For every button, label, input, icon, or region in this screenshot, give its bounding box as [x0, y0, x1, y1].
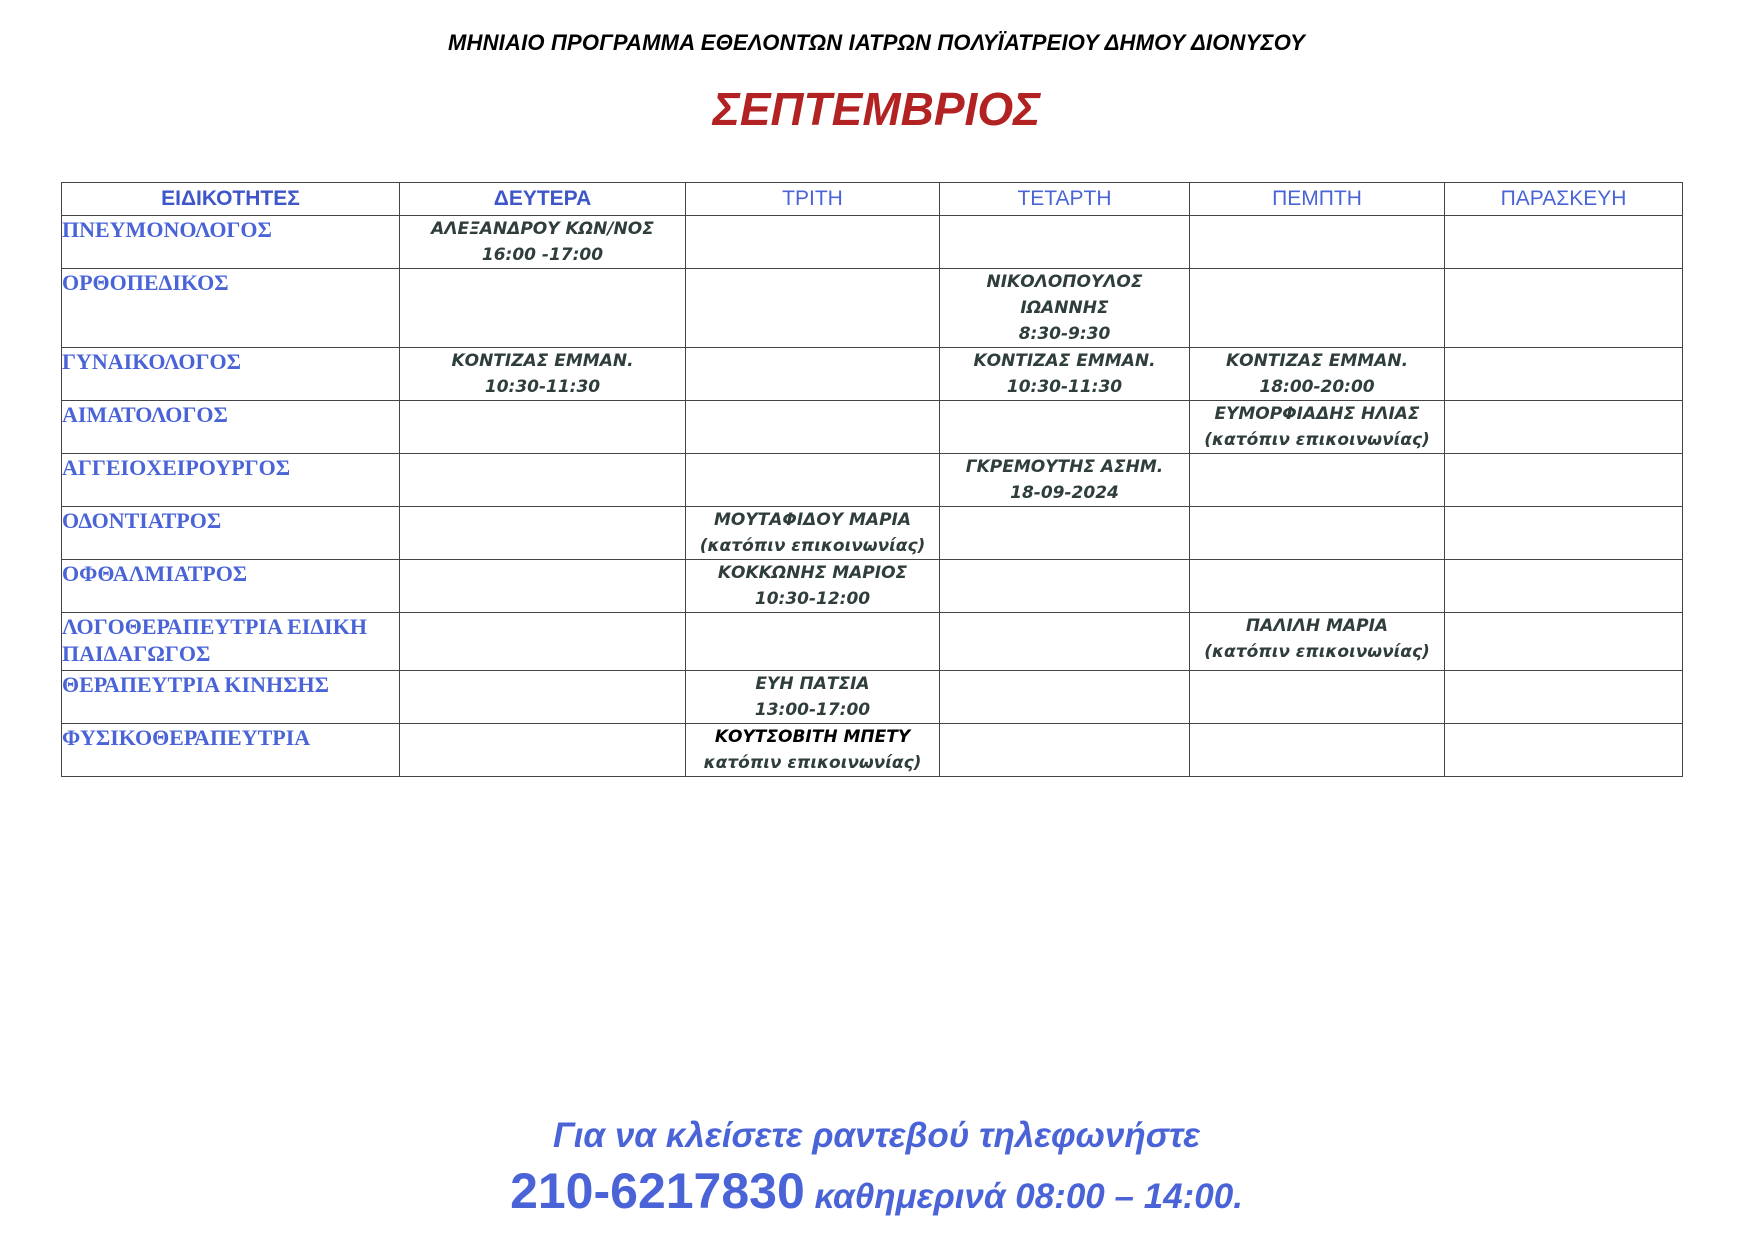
specialty-cell: ΛΟΓΟΘΕΡΑΠΕΥΤΡΙΑ ΕΙΔΙΚΗ ΠΑΙΔΑΓΩΓΟΣ [62, 613, 400, 671]
schedule-detail: 18:00-20:00 [1259, 377, 1375, 397]
schedule-cell-mon [400, 671, 686, 724]
doctor-name: ΕΥΜΟΡΦΙΑΔΗΣ ΗΛΙΑΣ [1214, 404, 1420, 424]
doctor-name: ΕΥΗ ΠΑΤΣΙΑ [755, 674, 870, 694]
schedule-detail: 16:00 -17:00 [481, 245, 604, 265]
schedule-cell-fri [1445, 671, 1683, 724]
column-header-monday: ΔΕΥΤΕΡΑ [400, 183, 686, 216]
schedule-cell-thu [1190, 269, 1445, 348]
schedule-cell-thu [1190, 216, 1445, 269]
office-hours: καθημερινά 08:00 – 14:00. [804, 1177, 1243, 1216]
doctor-name: ΚΟΝΤΙΖΑΣ ΕΜΜΑΝ. [451, 351, 634, 371]
specialty-cell: ΟΡΘΟΠΕΔΙΚΟΣ [62, 269, 400, 348]
doctor-name: ΚΟΚΚΩΝΗΣ ΜΑΡΙΟΣ [717, 563, 908, 583]
schedule-cell-fri [1445, 613, 1683, 671]
schedule-detail: ΙΩΑΝΝΗΣ [1020, 298, 1109, 318]
schedule-cell-fri [1445, 724, 1683, 777]
schedule-cell-fri [1445, 560, 1683, 613]
contact-line [0, 1162, 1753, 1220]
schedule-detail: 10:30-11:30 [1006, 377, 1123, 397]
schedule-cell-wed [940, 613, 1190, 671]
schedule-cell-wed [940, 401, 1190, 454]
schedule-cell-mon [400, 401, 686, 454]
schedule-cell-tue [686, 560, 940, 613]
schedule-cell-mon [400, 560, 686, 613]
doctor-name: ΚΟΝΤΙΖΑΣ ΕΜΜΑΝ. [1225, 351, 1409, 371]
doctor-name: ΓΚΡΕΜΟΥΤΗΣ ΑΣΗΜ. [965, 457, 1164, 477]
schedule-cell-mon [400, 216, 686, 269]
schedule-cell-fri [1445, 348, 1683, 401]
schedule-cell-thu [1190, 401, 1445, 454]
table-row [62, 269, 1683, 348]
schedule-cell-wed [940, 724, 1190, 777]
specialty-cell: ΘΕΡΑΠΕΥΤΡΙΑ ΚΙΝΗΣΗΣ [62, 671, 400, 724]
schedule-cell-tue [686, 348, 940, 401]
schedule-table [61, 182, 1683, 777]
schedule-cell-wed [940, 560, 1190, 613]
column-header-tuesday: ΤΡΙΤΗ [686, 183, 940, 216]
schedule-cell-wed [940, 671, 1190, 724]
doctor-name: ΝΙΚΟΛΟΠΟΥΛΟΣ [986, 272, 1143, 292]
month-title: ΣΕΠΤΕΜΒΡΙΟΣ [712, 83, 1041, 135]
schedule-cell-mon [400, 507, 686, 560]
table-row [62, 401, 1683, 454]
schedule-cell-thu [1190, 348, 1445, 401]
table-row [62, 724, 1683, 777]
specialty-cell: ΓΥΝΑΙΚΟΛΟΓΟΣ [62, 348, 400, 401]
table-row [62, 671, 1683, 724]
schedule-detail: 13:00-17:00 [754, 700, 871, 720]
table-row [62, 216, 1683, 269]
table-header-row [62, 183, 1683, 216]
specialty-cell: ΟΔΟΝΤΙΑΤΡΟΣ [62, 507, 400, 560]
specialty-cell: ΦΥΣΙΚΟΘΕΡΑΠΕΥΤΡΙΑ [62, 724, 400, 777]
column-header-thursday: ΠΕΜΠΤΗ [1190, 183, 1445, 216]
schedule-cell-tue [686, 401, 940, 454]
schedule-cell-fri [1445, 401, 1683, 454]
schedule-detail: 10:30-12:00 [754, 589, 871, 609]
schedule-cell-tue [686, 724, 940, 777]
schedule-cell-fri [1445, 507, 1683, 560]
schedule-cell-wed [940, 507, 1190, 560]
doctor-name: ΜΟΥΤΑΦΙΔΟΥ ΜΑΡΙΑ [713, 510, 912, 530]
table-row [62, 348, 1683, 401]
schedule-cell-tue [686, 671, 940, 724]
schedule-detail: (κατόπιν επικοινωνίας) [1204, 430, 1430, 450]
doctor-name: ΚΟΝΤΙΖΑΣ ΕΜΜΑΝ. [973, 351, 1156, 371]
schedule-cell-wed [940, 454, 1190, 507]
column-header-friday: ΠΑΡΑΣΚΕΥΗ [1445, 183, 1683, 216]
schedule-cell-mon [400, 348, 686, 401]
appointment-instruction: Για να κλείσετε ραντεβού τηλεφωνήστε [552, 1116, 1201, 1155]
column-header-wednesday: ΤΕΤΑΡΤΗ [940, 183, 1190, 216]
schedule-cell-thu [1190, 613, 1445, 671]
schedule-cell-tue [686, 507, 940, 560]
schedule-cell-tue [686, 613, 940, 671]
schedule-detail: 10:30-11:30 [484, 377, 601, 397]
schedule-cell-wed [940, 216, 1190, 269]
schedule-detail: 8:30-9:30 [1018, 324, 1111, 344]
specialty-cell: ΑΓΓΕΙΟΧΕΙΡΟΥΡΓΟΣ [62, 454, 400, 507]
specialty-cell: ΟΦΘΑΛΜΙΑΤΡΟΣ [62, 560, 400, 613]
schedule-cell-tue [686, 216, 940, 269]
table-row [62, 507, 1683, 560]
schedule-cell-mon [400, 724, 686, 777]
schedule-detail: (κατόπιν επικοινωνίας) [1204, 642, 1430, 662]
doctor-name: ΑΛΕΞΑΝΔΡΟΥ ΚΩΝ/ΝΟΣ [431, 219, 654, 239]
schedule-detail: κατόπιν επικοινωνίας) [703, 753, 922, 773]
table-row [62, 613, 1683, 671]
schedule-cell-thu [1190, 507, 1445, 560]
schedule-cell-fri [1445, 216, 1683, 269]
schedule-cell-thu [1190, 724, 1445, 777]
schedule-cell-fri [1445, 269, 1683, 348]
table-row [62, 454, 1683, 507]
doctor-name: ΠΑΛΙΛΗ ΜΑΡΙΑ [1245, 616, 1389, 636]
schedule-cell-thu [1190, 671, 1445, 724]
doctor-name: ΚΟΥΤΣΟΒΙΤΗ ΜΠΕΤΥ [714, 727, 911, 747]
schedule-cell-fri [1445, 454, 1683, 507]
schedule-cell-mon [400, 613, 686, 671]
schedule-cell-wed [940, 348, 1190, 401]
schedule-cell-mon [400, 454, 686, 507]
schedule-cell-tue [686, 454, 940, 507]
schedule-detail: 18-09-2024 [1010, 483, 1119, 503]
schedule-cell-thu [1190, 560, 1445, 613]
specialty-cell: ΠΝΕΥΜΟΝΟΛΟΓΟΣ [62, 216, 400, 269]
document-title: ΜΗΝΙΑΙΟ ΠΡΟΓΡΑΜΜΑ ΕΘΕΛΟΝΤΩΝ ΙΑΤΡΩΝ ΠΟΛΥΪΑΤΡΕΙΟΥ ΔΗΜΟΥ ΔΙΟΝΥΣΟΥ [447, 30, 1305, 55]
schedule-cell-thu [1190, 454, 1445, 507]
schedule-detail: (κατόπιν επικοινωνίας) [699, 536, 926, 556]
column-header-specialties: ΕΙΔΙΚΟΤΗΤΕΣ [62, 183, 400, 216]
schedule-cell-wed [940, 269, 1190, 348]
table-row [62, 560, 1683, 613]
specialty-cell: ΑΙΜΑΤΟΛΟΓΟΣ [62, 401, 400, 454]
schedule-cell-tue [686, 269, 940, 348]
schedule-cell-mon [400, 269, 686, 348]
phone-number: 210-6217830 [510, 1163, 805, 1219]
